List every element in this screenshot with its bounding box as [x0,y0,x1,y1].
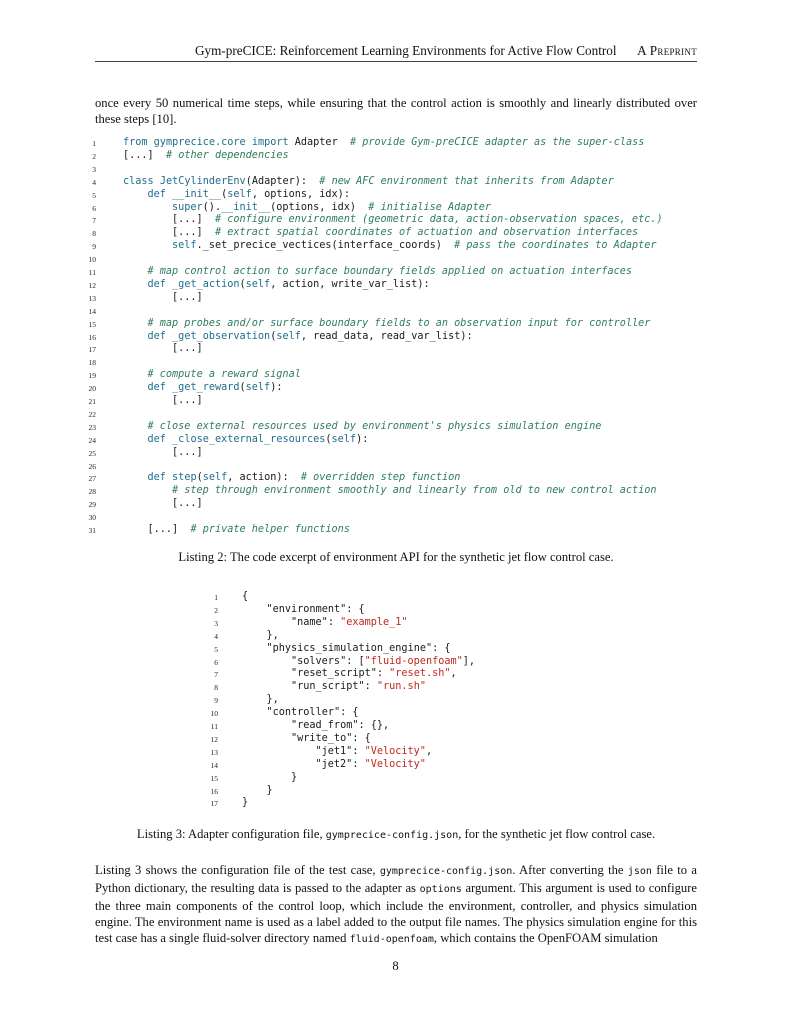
code-line [214,642,622,655]
line-number: 28 [88,487,96,497]
line-number: 23 [88,422,96,432]
line-number: 4 [214,631,218,641]
code-line [88,382,700,394]
code-text: { [242,591,249,602]
body-text-2: . After converting the [512,863,628,877]
code-text: [...] [172,395,203,406]
code-line [88,420,700,433]
line-number: 13 [210,747,218,757]
line-number: 9 [214,696,218,706]
code-text: "read_from": {}, [291,720,390,731]
code-text: [...] # extract spatial coordinates of actuation and observation interfaces [172,227,639,239]
line-number: 14 [210,760,218,770]
code-text: [...] [172,343,203,355]
code-line [210,732,622,745]
line-number: 1 [92,139,96,148]
line-number: 30 [88,513,96,523]
code-text: "environment": { [266,603,365,615]
code-text: def _get_reward(self): [147,382,283,394]
code-line [88,433,700,446]
body-text-1: Listing 3 shows the configuration file of the test case, [95,863,380,877]
code-line [92,163,700,175]
code-text: [...] # private helper functions [147,524,350,535]
line-number: 17 [88,345,96,355]
code-text: "write_to": { [291,732,371,744]
code-line [210,745,622,758]
line-number: 1 [214,593,218,602]
body-paragraph [95,862,697,948]
code-text: class JetCylinderEnv(Adapter): # new AFC environment that inherits from Adapter [123,175,614,187]
code-line [214,681,622,693]
code-line [214,603,622,616]
code-line [210,784,622,797]
code-text: } [291,771,298,783]
code-line [88,278,700,291]
body-text-4: argument. This argument is used to configure the three main components of the control loop, which include the environment, controller, and physics simulation engine. The environment name is used as a label added to the output file names. The physics simulation engine for this test case has a single fluid-solver directory named [95,881,697,945]
line-number: 15 [88,319,96,329]
listing-3-caption [95,827,697,842]
body-code-1: gymprecice-config.json [379,866,513,877]
line-number: 18 [88,358,96,368]
line-number: 16 [210,786,218,796]
code-text: } [242,797,249,809]
code-line [210,758,622,771]
line-number: 27 [88,474,96,484]
line-number: 6 [92,203,96,213]
code-text: from gymprecice.core import Adapter # provide Gym-preCICE adapter as the super-class [123,137,645,148]
code-line [92,214,700,226]
listing-3-caption-filename: gymprecice-config.json [325,830,459,841]
line-number: 16 [88,332,96,342]
code-line [92,240,700,252]
code-line [210,707,622,719]
code-line [88,266,700,278]
code-line [88,485,700,497]
code-line [214,591,622,603]
line-number: 3 [214,618,218,628]
line-number: 3 [92,164,96,174]
code-line [88,291,700,304]
line-number: 12 [88,280,96,290]
line-number: 20 [88,384,96,394]
line-number: 9 [92,242,96,252]
code-text: def _get_action(self, action, write_var_list): [147,278,430,290]
code-line [92,137,700,149]
body-code-3: options [419,884,462,895]
code-line [88,369,700,381]
line-number: 25 [88,448,96,458]
line-number: 26 [88,461,96,471]
line-number: 12 [210,734,218,744]
line-number: 5 [92,190,96,200]
line-number: 8 [92,229,96,239]
code-text: "jet1": "Velocity", [315,745,433,757]
code-line [214,655,622,668]
line-number: 2 [214,605,218,615]
code-text: # map probes and/or surface boundary fields to an observation input for controller [147,317,651,329]
line-number: 15 [210,773,218,783]
code-line [214,629,622,642]
code-text: "physics_simulation_engine": { [266,642,451,654]
body-text-5: , which contains the OpenFOAM simulation [433,931,658,945]
code-line [214,616,622,629]
code-line [88,524,700,536]
code-text: self._set_precice_vectices(interface_coords) # pass the coordinates to Adapter [172,240,657,252]
line-number: 11 [88,268,96,277]
code-line [88,305,700,317]
code-line [88,343,700,355]
line-number: 4 [92,177,96,187]
code-line [88,498,700,510]
code-text: }, [266,629,279,641]
code-text: }, [266,694,279,706]
line-number: 22 [88,409,96,419]
body-text-3: file to a Python dictionary, the resulting data is passed to the adapter as [95,863,697,895]
running-title: Gym-preCICE: Reinforcement Learning Environments for Active Flow Control [195,43,617,58]
code-text: "controller": { [266,707,359,719]
code-line [88,253,700,265]
code-text: def _close_external_resources(self): [147,433,369,445]
code-text: "solvers": ["fluid-openfoam"], [291,655,476,667]
line-number: 7 [214,670,218,680]
code-line [92,149,700,162]
line-number: 11 [210,722,218,731]
line-number: 17 [210,799,218,809]
code-text: def __init__(self, options, idx): [147,188,350,200]
code-line [92,188,700,201]
line-number: 31 [88,526,96,535]
code-line [88,317,700,330]
code-text: [...] [172,498,203,510]
code-text: "jet2": "Velocity" [315,758,426,770]
code-text: "reset_script": "reset.sh", [291,668,457,680]
line-number: 10 [88,255,96,265]
code-line [88,395,700,407]
code-text: super().__init__(options, idx) # initialise Adapter [172,201,491,213]
listing-2-caption: Listing 2: The code excerpt of environment API for the synthetic jet flow control case. [178,550,614,564]
line-number: 6 [214,657,218,667]
body-code-4: fluid-openfoam [349,934,434,945]
page-number: 8 [392,959,399,973]
code-line [88,460,700,472]
code-line [88,408,700,420]
line-number: 7 [92,216,96,226]
preprint-tag: A Preprint [637,43,697,58]
code-line [210,797,622,809]
code-text: # compute a reward signal [147,369,301,381]
line-number: 24 [88,435,96,445]
line-number: 10 [210,709,218,719]
intro-paragraph: once every 50 numerical time steps, while ensuring that the control action is smoothly and linearly distributed over these steps [10]. [95,96,697,126]
code-text: [...] [172,291,203,303]
code-line [92,227,700,239]
running-header [95,43,697,62]
code-text: def _get_observation(self, read_data, read_var_list): [147,330,473,342]
line-number: 13 [88,293,96,303]
code-line [88,330,700,343]
code-text: # step through environment smoothly and linearly from old to new control action [172,485,657,497]
line-number: 2 [92,151,96,161]
code-text: # map control action to surface boundary fields applied on actuation interfaces [147,266,633,277]
code-line [214,694,622,706]
code-text: "name": "example_1" [291,616,408,628]
code-line [92,201,700,214]
line-number: 19 [88,371,96,381]
line-number: 21 [88,397,96,406]
code-text: # close external resources used by environment's physics simulation engine [147,420,602,432]
body-code-2: json [627,866,652,877]
line-number: 29 [88,500,96,510]
code-line [88,511,700,523]
line-number: 5 [214,644,218,654]
code-text: [...] # configure environment (geometric data, action-observation spaces, etc.) [172,214,663,226]
listing-3-caption-suffix: , for the synthetic jet flow control case. [458,827,656,841]
code-text: def step(self, action): # overridden step function [147,472,461,484]
code-text: "run_script": "run.sh" [291,681,426,693]
code-line [88,472,700,484]
code-line [214,668,622,680]
line-number: 8 [214,683,218,693]
code-line [210,720,622,732]
code-text: [...] [172,446,203,458]
code-line [88,446,700,459]
code-line [92,175,700,188]
code-text: } [266,784,273,796]
code-line [88,356,700,368]
code-text: [...] # other dependencies [123,149,289,161]
code-line [210,771,622,784]
line-number: 14 [88,306,96,316]
listing-3-caption-text: Listing 3: Adapter configuration file, [136,827,326,841]
